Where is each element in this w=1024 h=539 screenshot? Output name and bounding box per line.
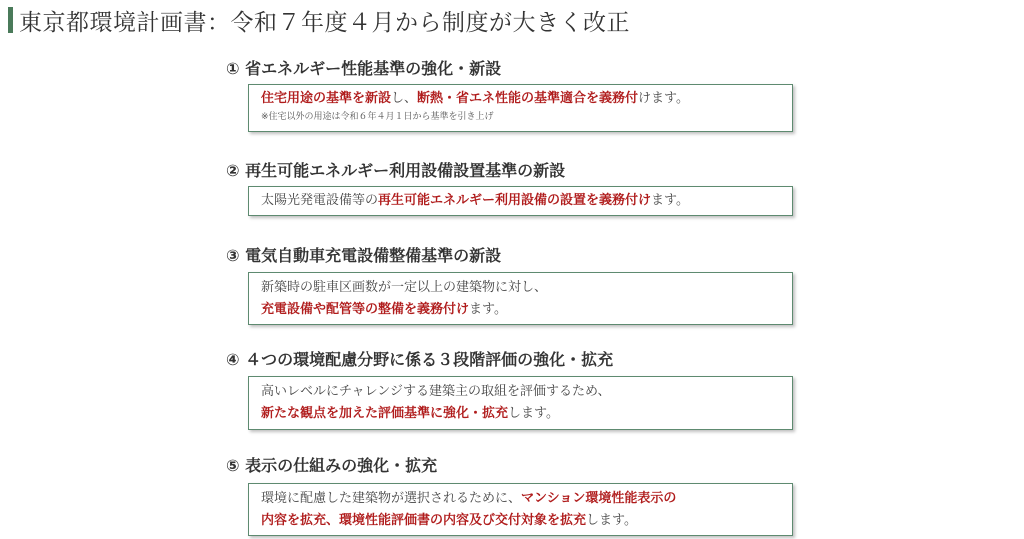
section-note: ※住宅以外の用途は令和６年４月１日から基準を引き上げ — [261, 112, 494, 122]
body-text: します。 — [586, 513, 637, 528]
section-4 — [226, 349, 801, 421]
body-text: 新築時の駐車区画数が一定以上の建築物に対し、 — [261, 280, 548, 295]
page-title: 東京都環境計画書：令和７年度４月から制度が大きく改正 — [19, 9, 630, 36]
highlight-text: 内容を拡充、環境性能評価書の内容及び交付対象を拡充 — [261, 513, 587, 528]
section-box — [248, 376, 793, 430]
section-box — [248, 84, 793, 132]
section-line — [261, 381, 780, 403]
section-heading: ③ 電気自動車充電設備整備基準の新設 — [226, 246, 502, 265]
section-box — [248, 272, 793, 325]
section-line — [261, 510, 780, 532]
body-text: ます。 — [651, 193, 689, 208]
section-box — [248, 186, 793, 216]
title-accent-bar — [8, 7, 13, 33]
section-heading: ⑤ 表示の仕組みの強化・拡充 — [226, 456, 438, 475]
highlight-text: 再生可能エネルギー利用設備の設置を義務付け — [378, 193, 652, 208]
highlight-text: 新たな観点を加えた評価基準に強化・拡充 — [261, 406, 509, 421]
highlight-text: 充電設備や配管等の整備を義務付け — [261, 302, 470, 317]
section-1 — [226, 58, 801, 122]
body-text: 太陽光発電設備等の — [261, 193, 379, 208]
body-text: ます。 — [469, 302, 507, 317]
section-line — [261, 299, 780, 321]
section-line — [261, 277, 780, 299]
section-line — [261, 190, 780, 212]
section-line — [261, 88, 780, 110]
page-title-bar — [8, 6, 630, 34]
section-2 — [226, 160, 801, 208]
section-box — [248, 483, 793, 536]
body-text: 高いレベルにチャレンジする建築主の取組を評価するため、 — [261, 384, 611, 399]
highlight-text: 住宅用途の基準を新設 — [261, 91, 392, 106]
body-text: 環境に配慮した建築物が選択されるために、 — [261, 491, 522, 506]
section-heading: ① 省エネルギー性能基準の強化・新設 — [226, 59, 502, 78]
body-text: し、 — [391, 91, 418, 106]
section-5 — [226, 455, 801, 528]
highlight-text: 断熱・省エネ性能の基準適合を義務付 — [417, 91, 639, 106]
body-text: けます。 — [638, 91, 690, 106]
body-text: します。 — [508, 406, 559, 421]
section-line — [261, 488, 780, 510]
section-3 — [226, 245, 801, 317]
section-line — [261, 403, 780, 425]
section-heading: ④ ４つの環境配慮分野に係る３段階評価の強化・拡充 — [226, 350, 614, 369]
highlight-text: マンション環境性能表示の — [521, 491, 677, 506]
section-heading: ② 再生可能エネルギー利用設備設置基準の新設 — [226, 161, 566, 180]
